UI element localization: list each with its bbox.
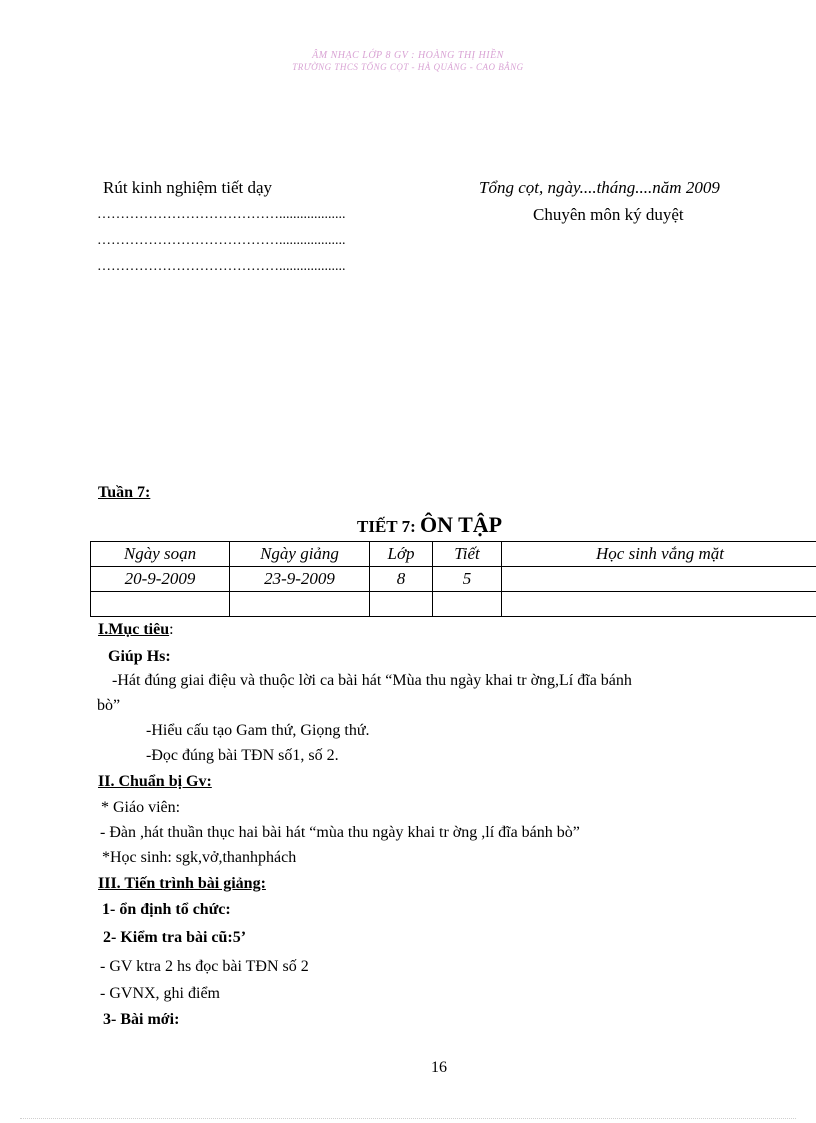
lesson-title (357, 512, 502, 538)
teacher-item: - Đàn ,hát thuần thục hai bài hát “mùa thu ngày khai tr ờng ,lí đĩa bánh bò” (100, 824, 580, 841)
objectives-heading-text: I.Mục tiêu (98, 621, 170, 638)
objective-line-1: -Hát đúng giai điệu và thuộc lời ca bài hát “Mùa thu ngày khai tr ờng,Lí đĩa bánh (112, 672, 632, 689)
objective-line-3: -Đọc đúng bài TĐN số1, số 2. (146, 747, 339, 764)
lesson-prefix: TIẾT 7: (357, 517, 420, 536)
lesson-info-table (90, 541, 816, 617)
step-1-text: 1- ổn định tổ chức: (102, 901, 231, 918)
week-label: Tuần 7: (98, 484, 151, 501)
table-cell: 20-9-2009 (91, 567, 230, 592)
table-cell (502, 567, 816, 592)
step-1 (98, 901, 231, 919)
student-item: *Học sinh: sgk,vở,thanhphách (102, 849, 297, 866)
objectives-heading (98, 621, 174, 639)
table-cell (91, 592, 230, 617)
objectives-sub: Giúp Hs: (108, 648, 171, 665)
table-row (91, 567, 816, 592)
preparation-heading: II. Chuẩn bị Gv: (98, 773, 212, 790)
step-2: 2- Kiểm tra bài cũ:5’ (103, 929, 247, 946)
table-cell: 8 (370, 567, 433, 592)
lesson-name: ÔN TẬP (420, 512, 503, 537)
table-cell (433, 592, 502, 617)
table-cell (370, 592, 433, 617)
objective-line-2: -Hiểu cấu tạo Gam thứ, Giọng thứ. (146, 722, 370, 739)
teacher-label-text: * Giáo viên: (101, 799, 181, 816)
table-cell (230, 592, 370, 617)
review-dot-line-2: …………………………………................... (97, 233, 346, 248)
review-dot-line-3: …………………………………................... (97, 259, 346, 274)
table-header: Ngày giảng (230, 542, 370, 567)
place-date: Tổng cọt, ngày....tháng....năm 2009 (479, 178, 720, 197)
table-cell (502, 592, 816, 617)
review-title: Rút kinh nghiệm tiết dạy (103, 178, 273, 197)
table-cell: 23-9-2009 (230, 567, 370, 592)
header-line-2: TRƯỜNG THCS TỔNG CỌT - HÀ QUẢNG - CAO BẰNG (292, 62, 524, 72)
table-header: Tiết (433, 542, 502, 567)
process-heading: III. Tiến trình bài giảng: (98, 875, 266, 892)
teacher-label (97, 799, 180, 817)
table-header: Ngày soạn (91, 542, 230, 567)
header-line-1: ÂM NHẠC LỚP 8 GV : HOÀNG THỊ HIỀN (312, 50, 504, 61)
step-3: 3- Bài mới: (103, 1011, 180, 1028)
review-dot-line-1: …………………………………................... (97, 207, 346, 222)
objective-line-1b: bò” (97, 697, 121, 714)
table-cell: 5 (433, 567, 502, 592)
step-2-item-1: - GV ktra 2 hs đọc bài TĐN số 2 (100, 958, 309, 975)
table-header: Lớp (370, 542, 433, 567)
step-2-item-2: - GVNX, ghi điểm (100, 985, 220, 1002)
approval-sign: Chuyên môn ký duyệt (533, 205, 684, 224)
table-header: Học sinh vắng mặt (502, 542, 816, 567)
page-number: 16 (431, 1059, 447, 1076)
objectives-colon: : (169, 621, 174, 638)
table-row (91, 592, 816, 617)
page-bottom-border (20, 1118, 796, 1119)
table-header-row (91, 542, 816, 567)
